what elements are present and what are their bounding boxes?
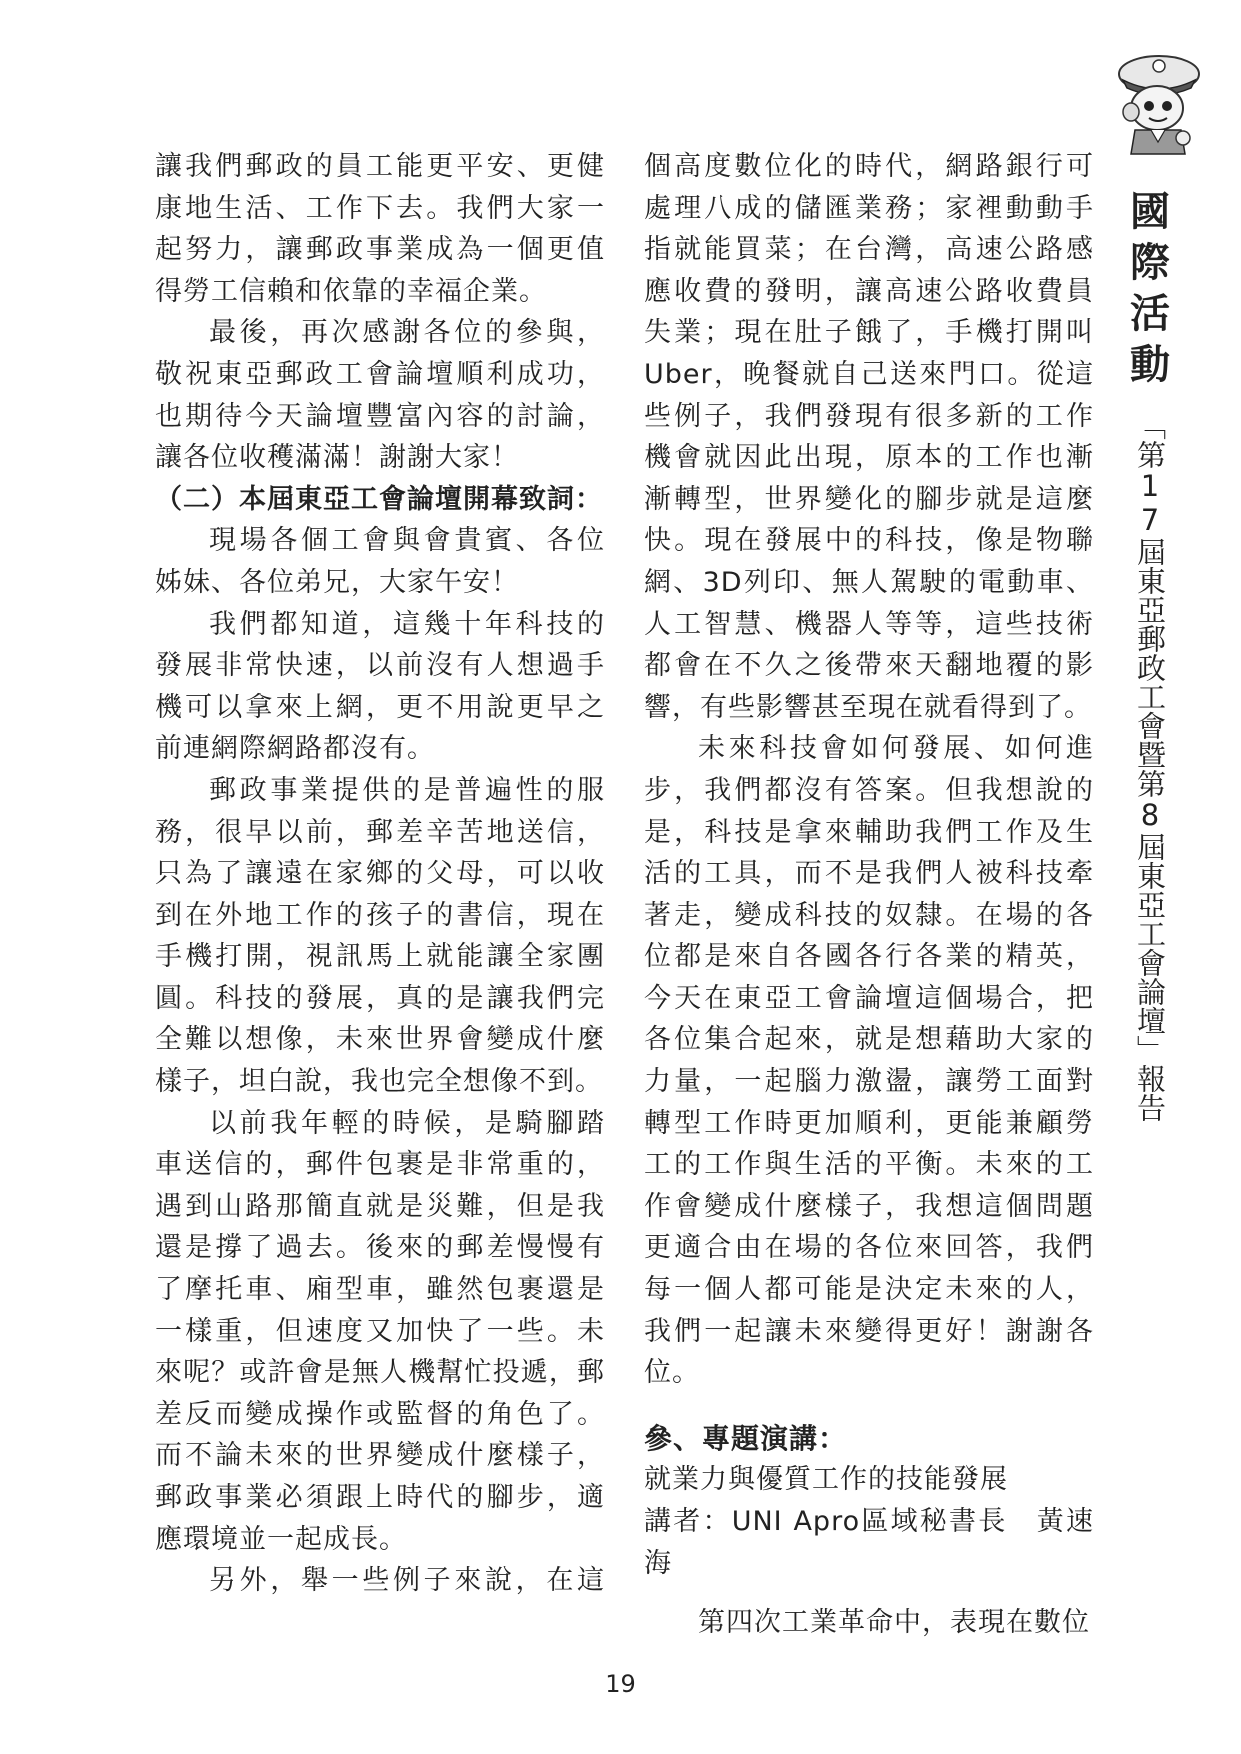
right-line: 網、3D列印、無人駕駛的電動車、	[644, 566, 1094, 598]
left-line: 康地生活、工作下去。我們大家一	[155, 192, 605, 224]
right-line: 各位集合起來，就是想藉助大家的	[644, 1024, 1094, 1056]
left-line: 到在外地工作的孩子的書信，現在	[155, 899, 605, 931]
left-line: 樣子，坦白說，我也完全想像不到。	[155, 1066, 603, 1098]
right-line: 工的工作與生活的平衡。未來的工	[644, 1149, 1094, 1181]
left-line: 起努力，讓郵政事業成為一個更值	[155, 234, 605, 266]
right-line: 今天在東亞工會論壇這個場合，把	[644, 982, 1094, 1014]
left-line: 敬祝東亞郵政工會論壇順利成功，	[155, 358, 605, 390]
right-line: 活的工具，而不是我們人被科技牽	[644, 858, 1094, 890]
left-line: 了摩托車、廂型車，雖然包裹還是	[155, 1274, 605, 1306]
left-line: 手機打開，視訊馬上就能讓全家團	[155, 941, 605, 973]
left-line: 發展非常快速，以前沒有人想過手	[155, 650, 605, 682]
left-line: 另外，舉一些例子來說，在這	[209, 1565, 605, 1597]
right-line: 更適合由在場的各位來回答，我們	[644, 1232, 1094, 1264]
right-line: 未來科技會如何發展、如何進	[698, 733, 1094, 765]
right-line: 失業；現在肚子餓了，手機打開叫	[644, 317, 1094, 349]
left-line: 讓各位收穫滿滿！謝謝大家！	[155, 442, 519, 474]
postal-mascot-icon	[1111, 46, 1203, 158]
left-line: 郵政事業提供的是普遍性的服	[209, 774, 605, 806]
left-line: 現場各個工會與會貴賓、各位	[209, 525, 605, 557]
talk-topic: 就業力與優質工作的技能發展	[644, 1464, 1008, 1496]
sidebar	[1120, 186, 1180, 1126]
talk-speaker: 講者：UNI Apro區域秘書長 黃速海	[644, 1506, 1094, 1579]
right-line: 作會變成什麼樣子，我想這個問題	[644, 1190, 1094, 1222]
left-line: 最後，再次感謝各位的參與，	[209, 317, 605, 349]
right-line: Uber，晚餐就自己送來門口。從這	[644, 358, 1094, 390]
left-line: 差反而變成操作或監督的角色了。	[155, 1398, 605, 1430]
right-line: 轉型工作時更加順利，更能兼顧勞	[644, 1107, 1094, 1139]
left-line: 以前我年輕的時候，是騎腳踏	[209, 1107, 605, 1139]
left-line: 前連網際網路都沒有。	[155, 733, 435, 765]
left-line: 圓。科技的發展，真的是讓我們完	[155, 982, 605, 1014]
right-line: 都會在不久之後帶來天翻地覆的影	[644, 650, 1094, 682]
right-line: 些例子，我們發現有很多新的工作	[644, 400, 1094, 432]
right-line: 漸轉型，世界變化的腳步就是這麼	[644, 483, 1094, 515]
right-line: 人工智慧、機器人等等，這些技術	[644, 608, 1094, 640]
left-line: 而不論未來的世界變成什麼樣子，	[155, 1440, 605, 1472]
category-char: 際	[1130, 239, 1170, 286]
category-char: 活	[1130, 290, 1170, 337]
left-line: 姊妹、各位弟兄，大家午安！	[155, 566, 519, 598]
left-line: 來呢？或許會是無人機幫忙投遞，郵	[155, 1357, 605, 1389]
right-line: 步，我們都沒有答案。但我想說的	[644, 774, 1094, 806]
right-line: 指就能買菜；在台灣，高速公路感	[644, 234, 1094, 266]
right-line: 快。現在發展中的科技，像是物聯	[644, 525, 1094, 557]
right-line: 個高度數位化的時代，網路銀行可	[644, 151, 1094, 182]
right-line: 位。	[644, 1357, 700, 1389]
left-line: 讓我們郵政的員工能更平安、更健	[155, 151, 605, 182]
left-line: （二）本屆東亞工會論壇開幕致詞：	[155, 483, 603, 515]
category-title	[1120, 186, 1180, 390]
left-line: 遇到山路那簡直就是災難，但是我	[155, 1190, 605, 1222]
left-line: 我們都知道，這幾十年科技的	[209, 608, 605, 640]
right-line: 是，科技是拿來輔助我們工作及生	[644, 816, 1094, 848]
right-line: 我們一起讓未來變得更好！謝謝各	[644, 1315, 1094, 1347]
page-number: 19	[605, 1670, 636, 1698]
left-column	[155, 146, 605, 1602]
left-line: 應環境並一起成長。	[155, 1523, 407, 1555]
left-line: 務，很早以前，郵差辛苦地送信，	[155, 816, 605, 848]
right-column	[644, 146, 1094, 1644]
talk-body-start: 第四次工業革命中，表現在數位	[698, 1607, 1090, 1639]
category-char: 動	[1130, 341, 1170, 388]
right-line: 應收費的發明，讓高速公路收費員	[644, 275, 1094, 307]
right-line: 每一個人都可能是決定未來的人，	[644, 1274, 1094, 1306]
right-line: 處理八成的儲匯業務；家裡動動手	[644, 192, 1094, 224]
category-char: 國	[1130, 188, 1170, 235]
section-heading: 參、專題演講：	[644, 1421, 848, 1455]
report-title: 「第17屆東亞郵政工會暨第8屆東亞工會論壇」報告	[1133, 410, 1167, 1122]
left-line: 郵政事業必須跟上時代的腳步，適	[155, 1482, 605, 1513]
left-line: 還是撐了過去。後來的郵差慢慢有	[155, 1232, 605, 1264]
left-line: 也期待今天論壇豐富內容的討論，	[155, 400, 605, 432]
right-line: 位都是來自各國各行各業的精英，	[644, 941, 1094, 973]
left-line: 車送信的，郵件包裹是非常重的，	[155, 1149, 605, 1181]
right-line: 響，有些影響甚至現在就看得到了。	[644, 691, 1092, 723]
right-line: 力量，一起腦力激盪，讓勞工面對	[644, 1066, 1094, 1098]
left-line: 全難以想像，未來世界會變成什麼	[155, 1024, 605, 1056]
right-column-text	[644, 146, 1094, 1394]
right-line: 機會就因此出現，原本的工作也漸	[644, 442, 1094, 474]
left-line: 機可以拿來上網，更不用說更早之	[155, 691, 605, 723]
left-line: 只為了讓遠在家鄉的父母，可以收	[155, 858, 605, 890]
left-line: 得勞工信賴和依靠的幸福企業。	[155, 275, 547, 307]
right-line: 著走，變成科技的奴隸。在場的各	[644, 899, 1094, 931]
left-line: 一樣重，但速度又加快了一些。未	[155, 1315, 605, 1347]
